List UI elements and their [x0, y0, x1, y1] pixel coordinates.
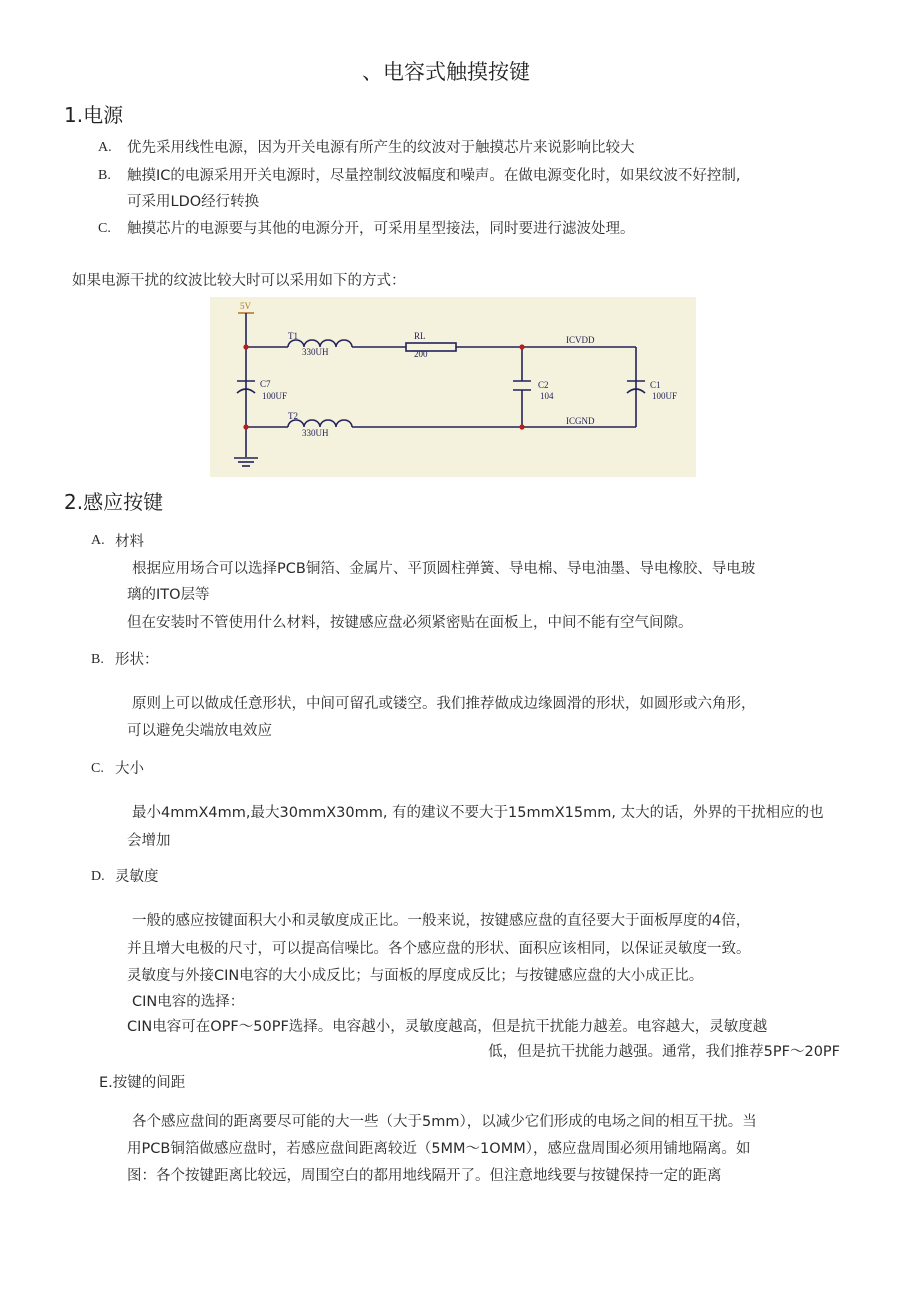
t2-value: 330UH	[302, 428, 329, 438]
icgnd-label: ICGND	[566, 416, 595, 426]
list-item-text: 触摸IC的电源采用开关电源时，尽量控制纹波幅度和噪声。在做电源变化时，如果纹波不好控制,	[127, 168, 741, 184]
paragraph-line: 但在安装时不管使用什么材料，按键感应盘必须紧密贴在面板上，中间不能有空气间隙。	[127, 615, 693, 631]
vcc-label: 5V	[240, 301, 251, 311]
page-title: 、电容式触摸按键	[362, 60, 530, 84]
diagram-background	[210, 297, 696, 477]
t1-value: 330UH	[302, 347, 329, 357]
subsection-title-spacing: E.按键的间距	[99, 1075, 186, 1091]
paragraph-line: 原则上可以做成任意形状，中间可留孔或镂空。我们推荐做成边缘圆滑的形状，如圆形或六角形，	[132, 696, 756, 712]
paragraph-line: 灵敏度与外接CIN电容的大小成反比；与面板的厚度成反比；与按键感应盘的大小成正比。	[127, 968, 704, 984]
list-marker-d: D.	[91, 869, 105, 884]
section-heading-power: 1.电源	[64, 103, 124, 127]
subsection-title-size: 大小	[115, 761, 144, 777]
cin-title: CIN电容的选择：	[132, 994, 245, 1010]
list-item-text: 优先采用线性电源，因为开关电源有所产生的纹波对于触摸芯片来说影响比较大	[127, 140, 635, 156]
list-marker-a: A.	[91, 533, 105, 548]
icvdd-label: ICVDD	[566, 335, 595, 345]
c7-label: C7	[260, 379, 271, 389]
paragraph-line: 璃的ITO层等	[127, 587, 210, 603]
c7-value: 100UF	[262, 391, 288, 401]
junction-dot	[519, 344, 524, 349]
list-item-text: 可采用LDO经行转换	[127, 194, 260, 210]
list-marker-a: A.	[98, 140, 112, 155]
subsection-title-sensitivity: 灵敏度	[115, 869, 159, 885]
filter-circuit-diagram	[210, 297, 696, 477]
paragraph-line: 可以避免尖端放电效应	[127, 723, 272, 739]
section-heading-touch-key: 2.感应按键	[64, 490, 164, 514]
paragraph-line: 根据应用场合可以选择PCB铜箔、金属片、平顶圆柱弹簧、导电棉、导电油墨、导电橡胶、导电玻	[132, 561, 756, 577]
list-marker-b: B.	[91, 652, 104, 667]
paragraph-line: 各个感应盘间的距离要尽可能的大一些（大于5mm），以减少它们形成的电场之间的相互干扰。当	[132, 1114, 757, 1130]
paragraph-line: CIN电容可在OPF～50PF选择。电容越小，灵敏度越高，但是抗干扰能力越差。电容越大，灵敏度越	[127, 1019, 768, 1035]
paragraph-line: 用PCB铜箔做感应盘时，若感应盘间距离较近（5MM～1OMM），感应盘周围必须用铺地隔离。如	[127, 1141, 751, 1157]
paragraph-line: 并且增大电极的尺寸，可以提高信噪比。各个感应盘的形状、面积应该相同，以保证灵敏度一致。	[127, 941, 751, 957]
c2-value: 104	[540, 391, 554, 401]
paragraph-line: 图：各个按键距离比较远，周围空白的都用地线隔开了。但注意地线要与按键保持一定的距离	[127, 1168, 722, 1184]
list-item-text: 触摸芯片的电源要与其他的电源分开，可采用星型接法，同时要进行滤波处理。	[127, 221, 635, 237]
c1-value: 100UF	[652, 391, 678, 401]
list-marker-c: C.	[98, 221, 111, 236]
circuit-note: 如果电源干扰的纹波比较大时可以采用如下的方式：	[72, 273, 406, 289]
junction-dot	[243, 344, 248, 349]
rl-label: RL	[414, 331, 426, 341]
paragraph-line: 会增加	[127, 833, 171, 849]
list-marker-c: C.	[91, 761, 104, 776]
paragraph-line: 一般的感应按键面积大小和灵敏度成正比。一般来说，按键感应盘的直径要大于面板厚度的4倍，	[132, 913, 751, 929]
junction-dot	[243, 424, 248, 429]
rl-value: 200	[414, 349, 428, 359]
subsection-title-material: 材料	[115, 534, 144, 550]
list-marker-b: B.	[98, 168, 111, 183]
paragraph-line: 最小4mmX4mm,最大30mmX30mm, 有的建议不要大于15mmX15mm, 太大的话，外界的干扰相应的也	[132, 805, 824, 821]
t2-label: T2	[288, 411, 298, 421]
junction-dot	[519, 424, 524, 429]
c1-label: C1	[650, 380, 661, 390]
paragraph-line: 低，但是抗干扰能力越强。通常，我们推荐5PF～20PF	[488, 1044, 840, 1060]
c2-label: C2	[538, 380, 549, 390]
subsection-title-shape: 形状：	[115, 652, 159, 668]
t1-label: T1	[288, 331, 298, 341]
